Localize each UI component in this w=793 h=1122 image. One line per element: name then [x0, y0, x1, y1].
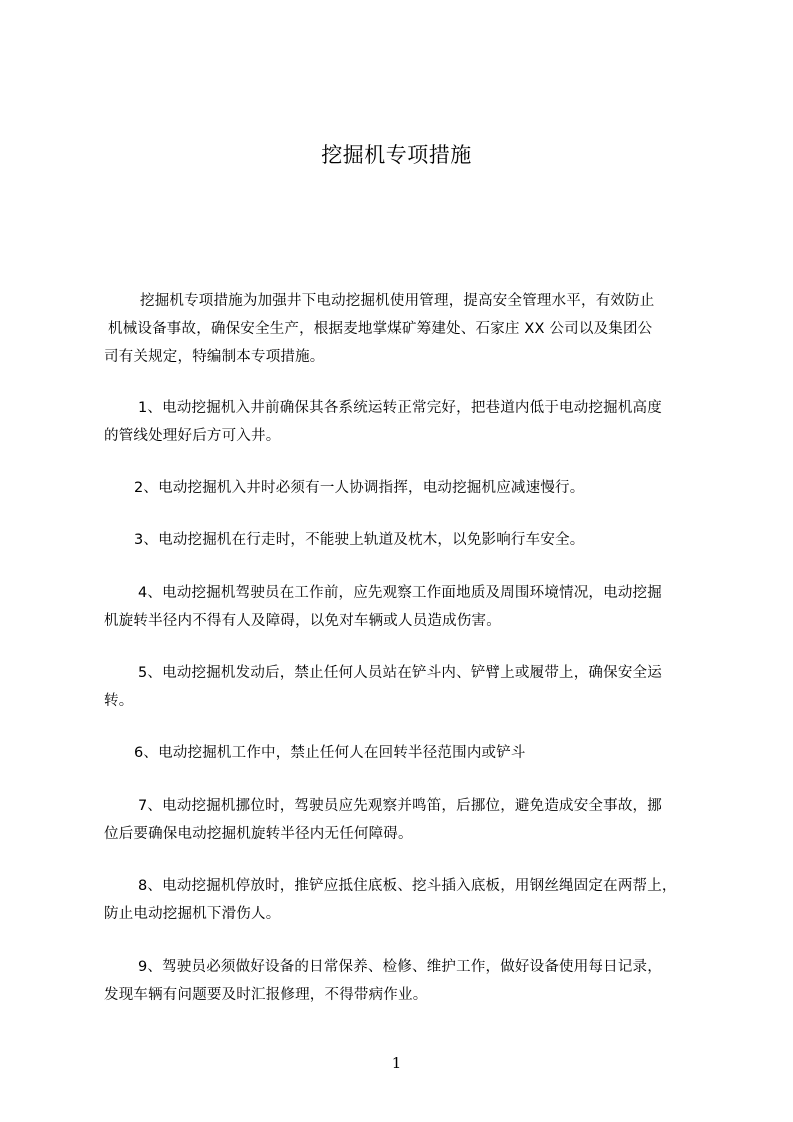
paragraph-line: 机旋转半径内不得有人及障碍，以免对车辆或人员造成伤害。 [104, 613, 501, 629]
paragraph-line: 机械设备事故，确保安全生产，根据麦地掌煤矿筹建处、石家庄 XX 公司以及集团公 [108, 321, 653, 337]
paragraph-line: 2、电动挖掘机入井时必须有一人协调指挥，电动挖掘机应减速慢行。 [134, 480, 585, 496]
measure-item-8 [104, 872, 718, 928]
paragraph-line: 防止电动挖掘机下滑伤人。 [104, 906, 281, 922]
paragraph-line: 4、电动挖掘机驾驶员在工作前，应先观察工作面地质及周围环境情况，电动挖掘 [138, 585, 662, 601]
measure-item-1 [104, 394, 718, 450]
paragraph-line: 7、电动挖掘机挪位时，驾驶员应先观察并鸣笛，后挪位，避免造成安全事故，挪 [138, 798, 662, 814]
paragraph-line: 挖掘机专项措施为加强井下电动挖掘机使用管理，提高安全管理水平，有效防止 [140, 293, 655, 309]
paragraph-line: 5、电动挖掘机发动后，禁止任何人员站在铲斗内、铲臂上或履带上，确保安全运 [138, 665, 662, 681]
measure-item-6 [104, 739, 718, 767]
paragraph-line: 3、电动挖掘机在行走时，不能驶上轨道及枕木，以免影响行车安全。 [134, 532, 585, 548]
paragraph-line: 的管线处理好后方可入井。 [104, 428, 281, 444]
measure-item-2 [104, 474, 718, 502]
measure-item-7 [104, 792, 718, 848]
document-title: 挖掘机专项措施 [321, 143, 472, 167]
paragraph-line: 6、电动挖掘机工作中，禁止任何人在回转半径范围内或铲斗 [134, 745, 526, 761]
paragraph-line: 发现车辆有问题要及时汇报修理，不得带病作业。 [104, 987, 428, 1003]
measure-item-9 [104, 953, 718, 1009]
page-number: 1 [391, 1054, 402, 1072]
paragraph-line: 8、电动挖掘机停放时，推铲应抵住底板、挖斗插入底板，用钢丝绳固定在两帮上， [138, 878, 677, 894]
intro-paragraph [104, 287, 718, 371]
paragraph-line: 司有关规定，特编制本专项措施。 [104, 349, 325, 365]
paragraph-line: 位后要确保电动挖掘机旋转半径内无任何障碍。 [104, 826, 413, 842]
paragraph-line: 1、电动挖掘机入井前确保其各系统运转正常完好，把巷道内低于电动挖掘机高度 [138, 400, 662, 416]
measure-item-4 [104, 579, 718, 635]
paragraph-line: 9、驾驶员必须做好设备的日常保养、检修、维护工作，做好设备使用每日记录， [138, 959, 662, 975]
measure-item-3 [104, 526, 718, 554]
measure-item-5 [104, 659, 718, 715]
paragraph-line: 转。 [104, 693, 134, 709]
